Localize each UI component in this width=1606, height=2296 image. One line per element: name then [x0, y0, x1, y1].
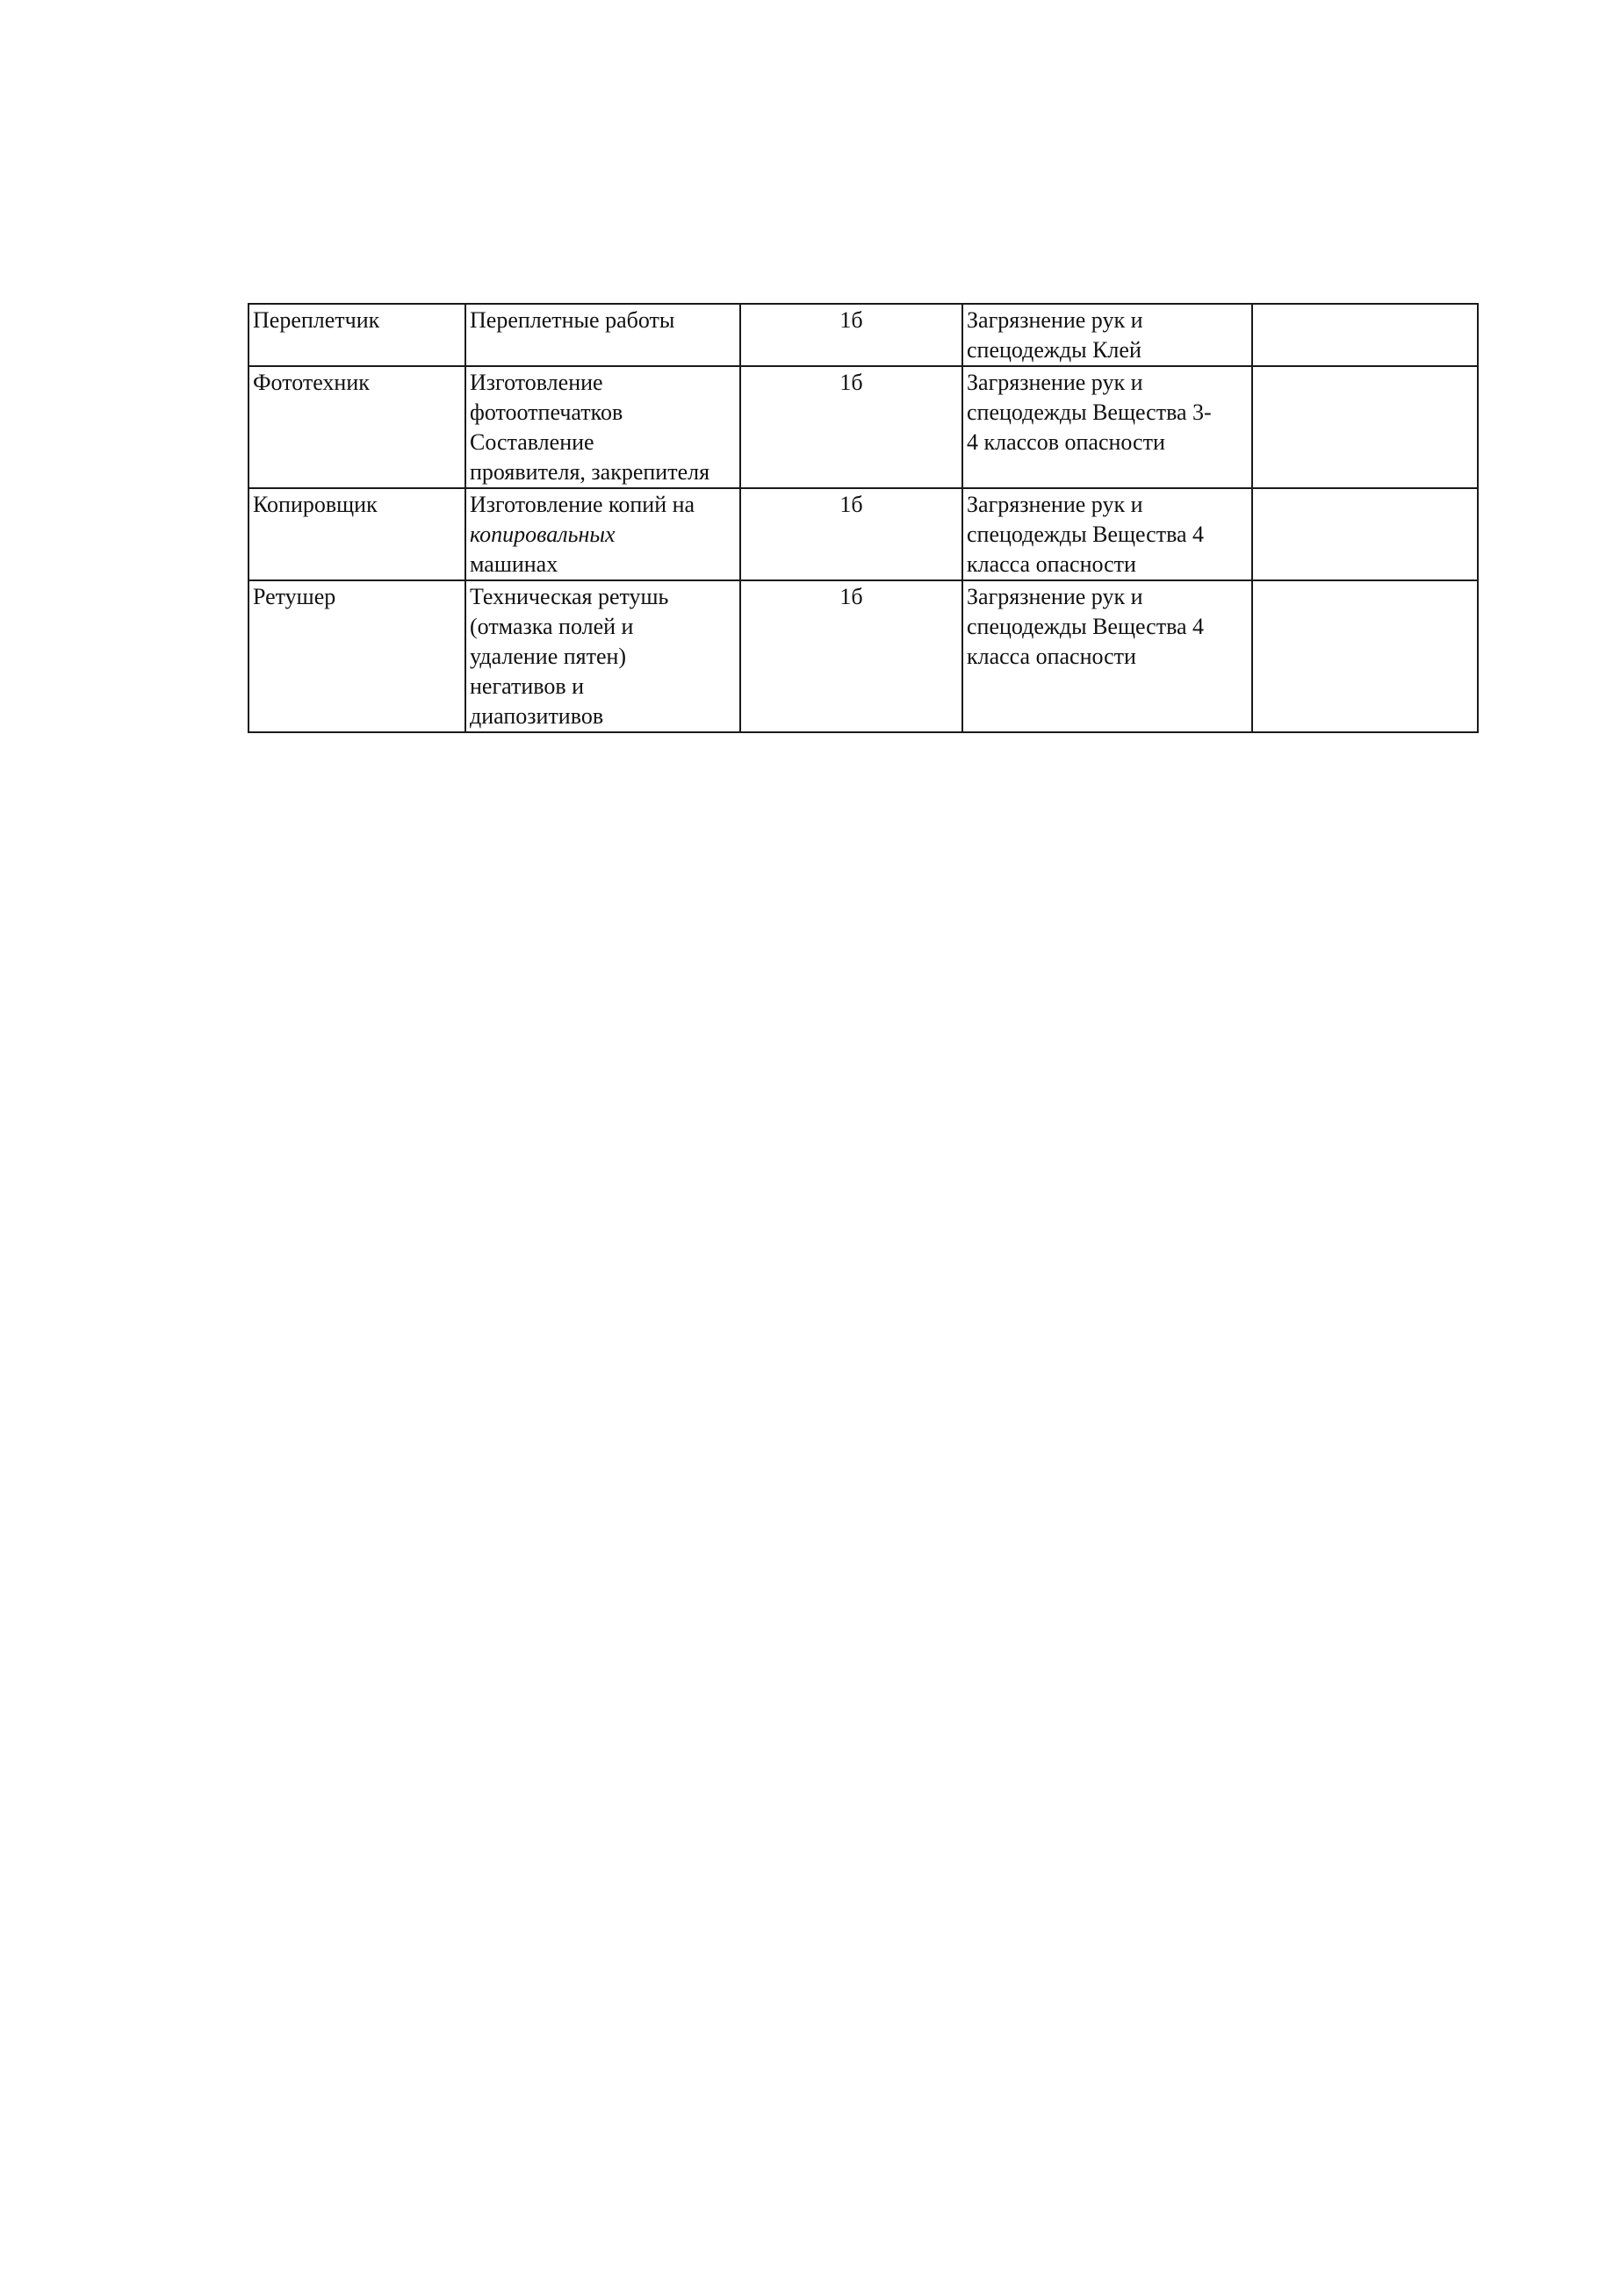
note-cell: [1252, 580, 1478, 732]
factors-text: 4 классов опасности: [967, 429, 1165, 455]
factors-text: Загрязнение рук и: [967, 370, 1143, 395]
factors-text: Загрязнение рук и: [967, 492, 1143, 517]
work-cell: [465, 580, 740, 732]
profession-text: Копировщик: [253, 492, 378, 517]
class-text: 1б: [839, 307, 863, 333]
work-text: Изготовление: [470, 370, 603, 395]
factors-cell: [962, 488, 1252, 580]
profession-cell: [248, 304, 465, 366]
work-cell: [465, 304, 740, 366]
work-text: негативов и: [470, 673, 585, 699]
work-text: диапозитивов: [470, 703, 604, 729]
note-cell: [1252, 304, 1478, 366]
note-cell: [1252, 366, 1478, 488]
factors-cell: [962, 580, 1252, 732]
work-text: Техническая ретушь: [470, 584, 669, 609]
factors-text: спецодежды Вещества 4: [967, 614, 1205, 639]
class-cell: [740, 488, 962, 580]
work-text: копировальных: [470, 522, 616, 547]
class-text: 1б: [839, 370, 863, 395]
work-text: проявителя, закрепителя: [470, 459, 710, 485]
work-text: Изготовление копий на: [470, 492, 695, 517]
profession-text: Переплетчик: [253, 307, 380, 333]
profession-cell: [248, 488, 465, 580]
profession-cell: [248, 366, 465, 488]
work-text: (отмазка полей и: [470, 614, 634, 639]
profession-text: Фототехник: [253, 370, 370, 395]
profession-cell: [248, 580, 465, 732]
table-row: [248, 488, 1478, 580]
factors-cell: [962, 304, 1252, 366]
factors-text: Загрязнение рук и: [967, 584, 1143, 609]
class-cell: [740, 366, 962, 488]
profession-text: Ретушер: [253, 584, 336, 609]
work-text: машинах: [470, 551, 558, 577]
hazard-table-body: [248, 304, 1478, 732]
work-cell: [465, 488, 740, 580]
factors-text: класса опасности: [967, 644, 1136, 669]
factors-text: спецодежды Клей: [967, 337, 1141, 363]
work-text: фотоотпечатков: [470, 399, 623, 425]
hazard-table: [248, 303, 1479, 733]
work-cell: [465, 366, 740, 488]
table-row: [248, 580, 1478, 732]
factors-text: класса опасности: [967, 551, 1136, 577]
table-row: [248, 304, 1478, 366]
work-text: удаление пятен): [470, 644, 627, 669]
factors-text: спецодежды Вещества 3-: [967, 399, 1212, 425]
factors-text: Загрязнение рук и: [967, 307, 1143, 333]
class-text: 1б: [839, 584, 863, 609]
table-row: [248, 366, 1478, 488]
note-cell: [1252, 488, 1478, 580]
work-text: Составление: [470, 429, 594, 455]
class-cell: [740, 304, 962, 366]
class-text: 1б: [839, 492, 863, 517]
work-text: Переплетные работы: [470, 307, 675, 333]
factors-text: спецодежды Вещества 4: [967, 522, 1205, 547]
factors-cell: [962, 366, 1252, 488]
class-cell: [740, 580, 962, 732]
